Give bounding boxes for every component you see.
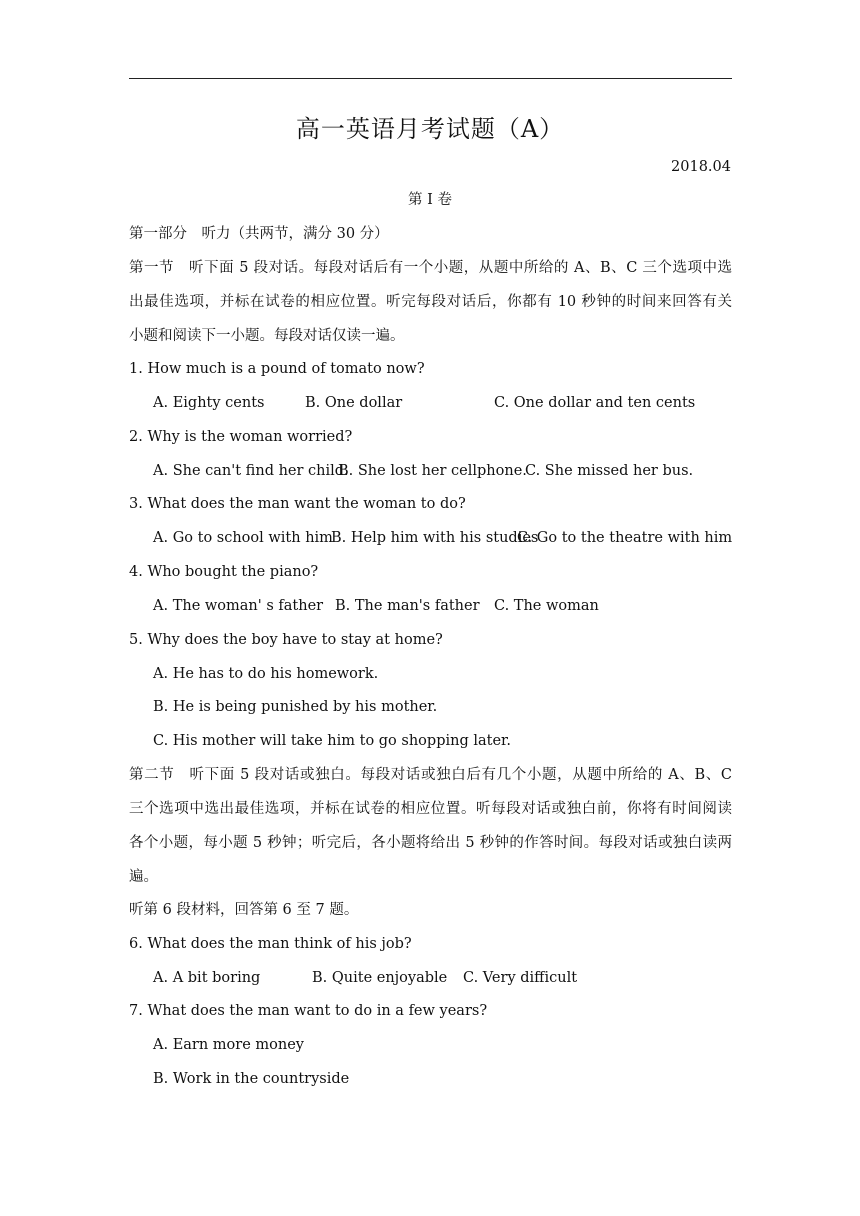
question-4-stem: 4. Who bought the piano? (129, 564, 319, 580)
section2-line-1: 第二节 听下面 5 段对话或独白。每段对话或独白后有几个小题，从题中所给的 A、B、C (129, 767, 732, 783)
question-3-stem: 3. What does the man want the woman to do? (129, 496, 466, 512)
question-2-option-c: C. She missed her bus. (525, 463, 694, 479)
material-6-instruction: 听第 6 段材料，回答第 6 至 7 题。 (129, 902, 359, 918)
section2-line-2: 三个选项中选出最佳选项，并标在试卷的相应位置。听每段对话或独白前，你将有时间阅读 (129, 801, 732, 817)
section1-line-2: 出最佳选项，并标在试卷的相应位置。听完每段对话后，你都有 10 秒钟的时间来回答有关 (129, 294, 732, 310)
exam-date: 2018.04 (671, 159, 731, 175)
question-2-stem: 2. Why is the woman worried? (129, 429, 353, 445)
part1-heading: 第一部分 听力（共两节，满分 30 分） (129, 226, 389, 242)
question-4-option-b: B. The man's father (335, 598, 480, 614)
section2-line-3: 各个小题，每小题 5 秒钟；听完后，各小题将给出 5 秒钟的作答时间。每段对话或独白读两 (129, 835, 732, 851)
section1-line-3: 小题和阅读下一小题。每段对话仅读一遍。 (129, 328, 405, 344)
question-1-option-b: B. One dollar (305, 395, 403, 411)
question-2-option-a: A. She can't find her child. (153, 463, 349, 479)
question-5-option-c: C. His mother will take him to go shopping later. (153, 733, 511, 749)
question-7-option-b: B. Work in the countryside (153, 1071, 350, 1087)
question-1-stem: 1. How much is a pound of tomato now? (129, 361, 425, 377)
header-rule (129, 78, 732, 79)
question-4-option-c: C. The woman (494, 598, 599, 614)
volume-label: 第 I 卷 (408, 192, 452, 208)
question-6-option-c: C. Very difficult (463, 970, 578, 986)
question-2-option-b: B. She lost her cellphone. (338, 463, 527, 479)
question-6-option-b: B. Quite enjoyable (312, 970, 448, 986)
section2-line-4: 遍。 (129, 869, 158, 885)
question-3-option-a: A. Go to school with him (153, 530, 333, 546)
question-5-stem: 5. Why does the boy have to stay at home? (129, 632, 443, 648)
question-5-option-b: B. He is being punished by his mother. (153, 699, 438, 715)
page-title: 高一英语月考试题（A） (295, 115, 565, 143)
question-3-option-c: C. Go to the theatre with him (517, 530, 733, 546)
question-1-option-c: C. One dollar and ten cents (494, 395, 696, 411)
question-5-option-a: A. He has to do his homework. (153, 666, 379, 682)
question-1-option-a: A. Eighty cents (153, 395, 265, 411)
question-3-option-b: B. Help him with his studies (331, 530, 539, 546)
question-7-option-a: A. Earn more money (153, 1037, 304, 1053)
question-6-stem: 6. What does the man think of his job? (129, 936, 412, 952)
question-6-option-a: A. A bit boring (153, 970, 261, 986)
question-7-stem: 7. What does the man want to do in a few years? (129, 1003, 488, 1019)
question-4-option-a: A. The woman' s father (153, 598, 324, 614)
section1-line-1: 第一节 听下面 5 段对话。每段对话后有一个小题，从题中所给的 A、B、C 三个选项中选 (129, 260, 732, 276)
